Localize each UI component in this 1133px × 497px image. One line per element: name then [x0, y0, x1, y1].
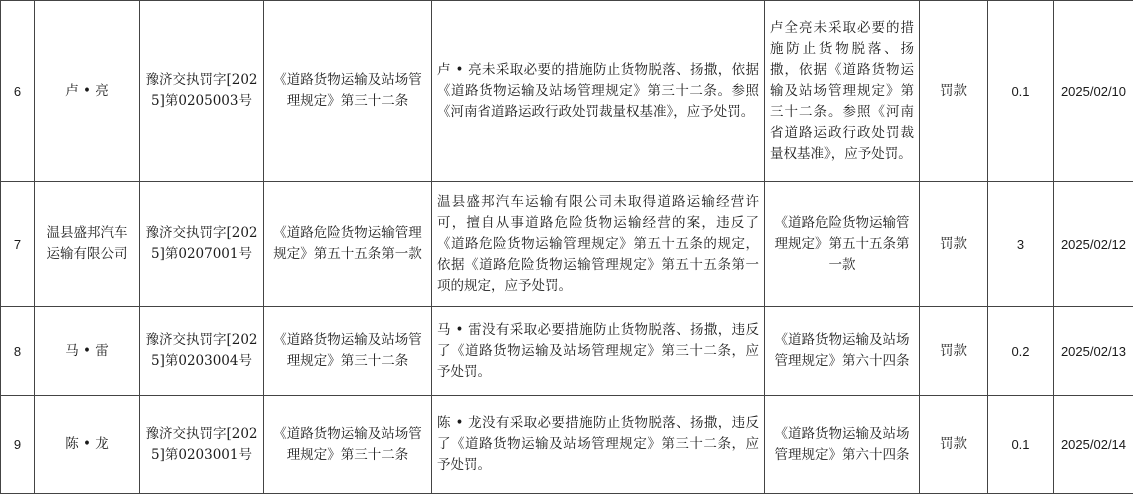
row-index: 8 [1, 307, 35, 396]
row-index: 9 [1, 396, 35, 494]
penalty-amount: 3 [988, 182, 1054, 307]
decision-date: 2025/02/13 [1054, 307, 1133, 396]
decision-date: 2025/02/14 [1054, 396, 1133, 494]
party-name: 卢 • 亮 [35, 1, 140, 182]
violated-regulation: 《道路货物运输及站场管理规定》第三十二条 [264, 307, 432, 396]
decision-date: 2025/02/12 [1054, 182, 1133, 307]
penalty-basis: 《道路危险货物运输管理规定》第五十五条第一款 [765, 182, 920, 307]
table-row [1, 1, 1133, 182]
penalty-amount: 0.1 [988, 396, 1054, 494]
violated-regulation: 《道路货物运输及站场管理规定》第三十二条 [264, 1, 432, 182]
row-index: 7 [1, 182, 35, 307]
penalty-amount: 0.2 [988, 307, 1054, 396]
party-name: 陈 • 龙 [35, 396, 140, 494]
penalty-basis: 卢全亮未采取必要的措施防止货物脱落、扬撒，依据《道路货物运输及站场管理规定》第三十二条。参照《河南省道路运政行政处罚裁量权基准》，应予处罚。 [765, 1, 920, 182]
penalty-type: 罚款 [920, 396, 988, 494]
violation-facts: 陈 • 龙没有采取必要措施防止货物脱落、扬撒，违反了《道路货物运输及站场管理规定》第三十二条，应予处罚。 [432, 396, 765, 494]
document-number: 豫济交执罚字[2025]第0203001号 [140, 396, 264, 494]
penalty-basis: 《道路货物运输及站场管理规定》第六十四条 [765, 307, 920, 396]
penalty-basis: 《道路货物运输及站场管理规定》第六十四条 [765, 396, 920, 494]
party-name: 温县盛邦汽车运输有限公司 [35, 182, 140, 307]
penalty-amount: 0.1 [988, 1, 1054, 182]
document-number: 豫济交执罚字[2025]第0203004号 [140, 307, 264, 396]
table-row [1, 307, 1133, 396]
violation-facts: 卢 • 亮未采取必要的措施防止货物脱落、扬撒，依据《道路货物运输及站场管理规定》第三十二条。参照《河南省道路运政行政处罚裁量权基准》，应予处罚。 [432, 1, 765, 182]
decision-date: 2025/02/10 [1054, 1, 1133, 182]
penalty-type: 罚款 [920, 1, 988, 182]
violated-regulation: 《道路危险货物运输管理规定》第五十五条第一款 [264, 182, 432, 307]
table-row [1, 182, 1133, 307]
penalty-type: 罚款 [920, 307, 988, 396]
violation-facts: 温县盛邦汽车运输有限公司未取得道路运输经营许可，擅自从事道路危险货物运输经营的案，违反了《道路危险货物运输管理规定》第五十五条的规定，依据《道路危险货物运输管理规定》第五十五条第一项的规定，应予处罚。 [432, 182, 765, 307]
document-number: 豫济交执罚字[2025]第0205003号 [140, 1, 264, 182]
violation-facts: 马 • 雷没有采取必要措施防止货物脱落、扬撒，违反了《道路货物运输及站场管理规定》第三十二条，应予处罚。 [432, 307, 765, 396]
table-row [1, 396, 1133, 494]
violated-regulation: 《道路货物运输及站场管理规定》第三十二条 [264, 396, 432, 494]
party-name: 马 • 雷 [35, 307, 140, 396]
penalty-type: 罚款 [920, 182, 988, 307]
row-index: 6 [1, 1, 35, 182]
document-number: 豫济交执罚字[2025]第0207001号 [140, 182, 264, 307]
